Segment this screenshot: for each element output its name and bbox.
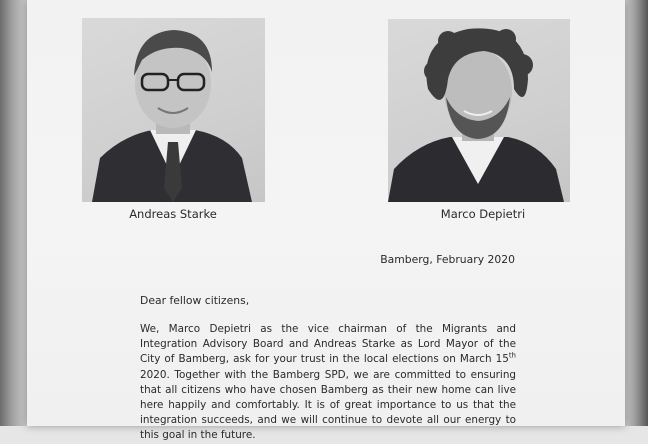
letter-page <box>27 0 625 442</box>
caption-marco-depietri: Marco Depietri <box>440 207 526 221</box>
body-ordinal-suffix: th <box>508 351 516 360</box>
body-text-part2: 2020. Together with the Bamberg SPD, we are committed to ensuring that all citizens who have chosen Bamberg as their new home can live here happily and comfortably. It is of great importance to us that the integration succeeds, and we will continue to devote all our energy to this goal in the future. <box>140 368 516 442</box>
portrait-marco-depietri <box>388 19 570 202</box>
caption-andreas-starke: Andreas Starke <box>129 207 217 221</box>
page-edge-shadow-left <box>0 0 30 426</box>
letter-dateline: Bamberg, February 2020 <box>380 253 515 266</box>
letter-salutation: Dear fellow citizens, <box>140 294 250 307</box>
letter-body-paragraph <box>140 322 516 444</box>
portrait-andreas-starke <box>82 18 265 202</box>
body-text-part1: We, Marco Depietri as the vice chairman of the Migrants and Integration Advisory Board and Andreas Starke as Lord Mayor of the City of Bamberg, ask for your trust in the local elections on March 15 <box>140 323 516 366</box>
page-edge-shadow-right <box>622 0 648 426</box>
